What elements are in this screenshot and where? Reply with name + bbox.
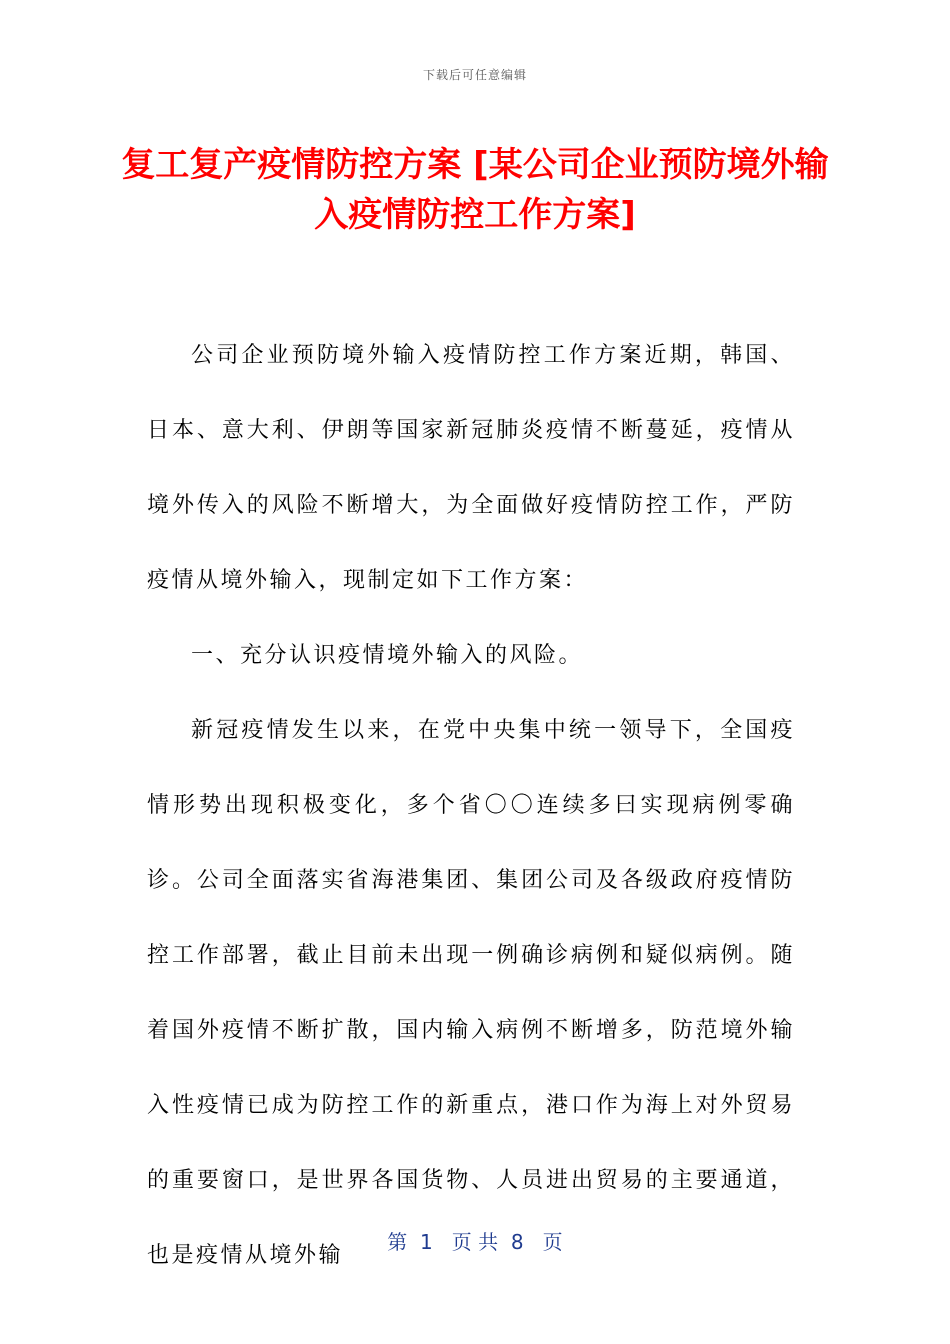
header-note: 下载后可任意编辑 bbox=[422, 68, 527, 82]
document-title: 复工复产疫情防控方案 [某公司企业预防境外输入疫情防控工作方案] bbox=[121, 145, 829, 235]
document-body bbox=[147, 318, 795, 1293]
paragraph-section-1: 新冠疫情发生以来，在党中央集中统一领导下，全国疫情形势出现积极变化，多个省〇〇连续多曰实现病例零确诊。公司全面落实省海港集团、集团公司及各级政府疫情防控工作部署，截止目前未出现一例确诊病例和疑似病例。随着国外疫情不断扩散，国内输入病例不断增多，防范境外输入性疫情已成为防控工作的新重点，港口作为海上对外贸易的重要窗口，是世界各国货物、人员进出贸易的主要通道，也是疫情从境外输 bbox=[147, 718, 795, 1268]
section-heading-1: 一、充分认识疫情境外输入的风险。 bbox=[191, 643, 584, 668]
page-footer: 第 1 页 共 8 页 bbox=[387, 1230, 563, 1254]
paragraph-intro: 公司企业预防境外输入疫情防控工作方案近期，韩国、日本、意大利、伊朗等国家新冠肺炎疫情不断蔓延，疫情从境外传入的风险不断增大，为全面做好疫情防控工作，严防疫情从境外输入，现制定如下工作方案： bbox=[147, 343, 795, 593]
